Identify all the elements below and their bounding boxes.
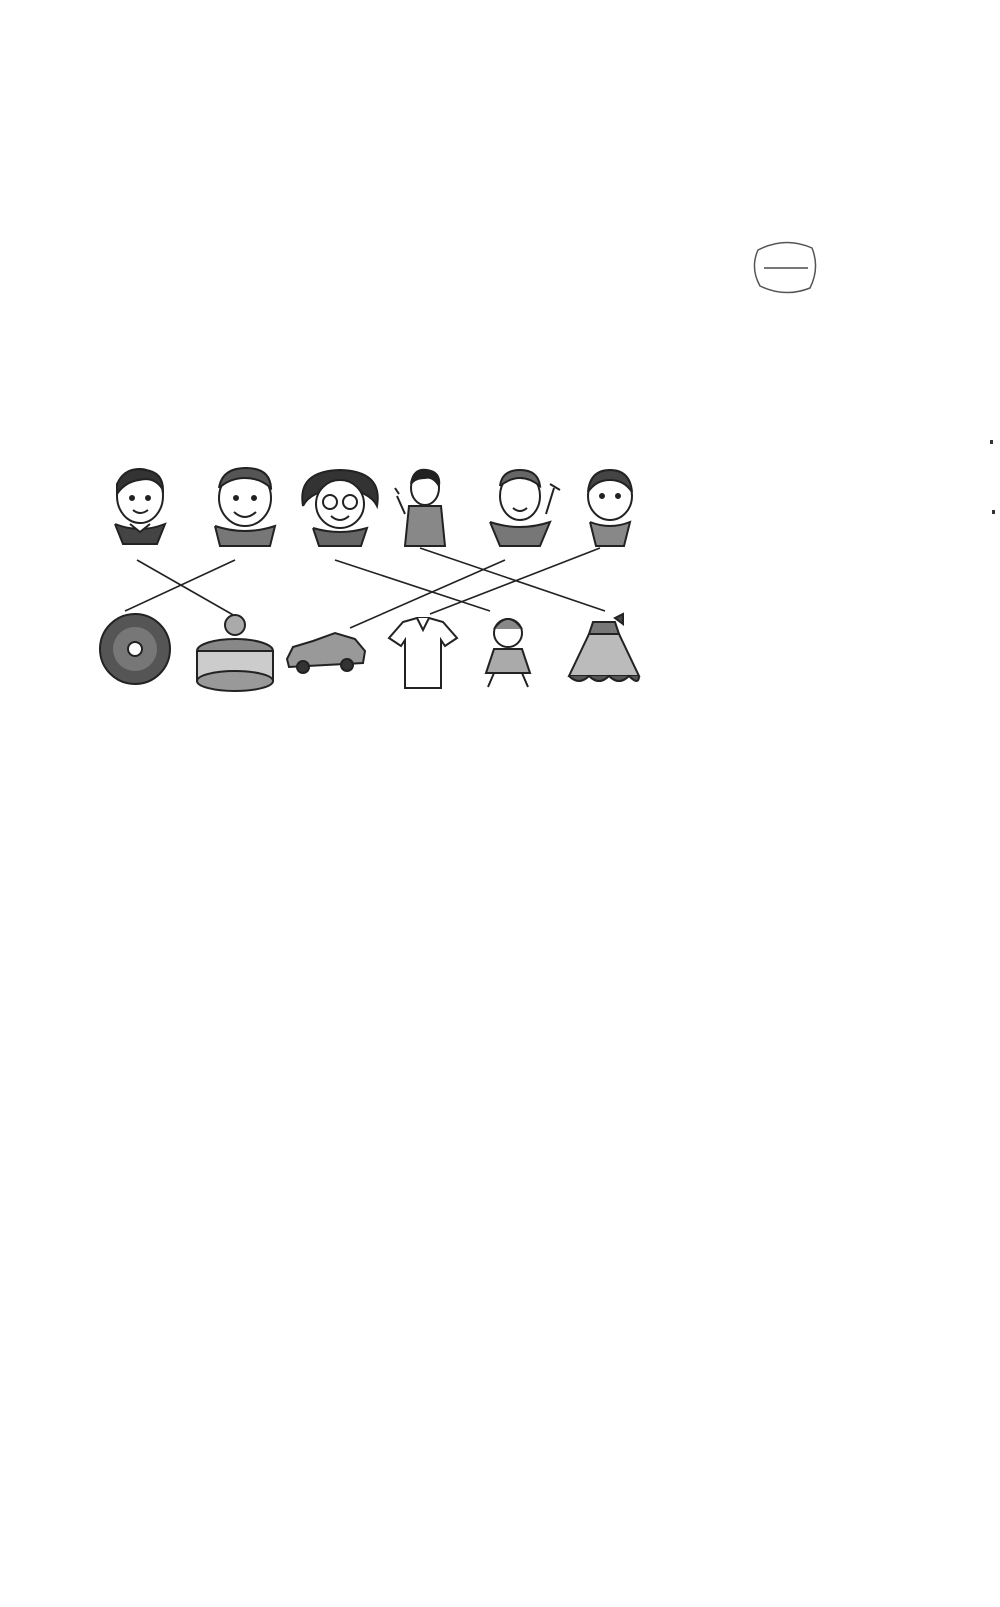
car-object bbox=[287, 633, 365, 673]
scan-speck bbox=[992, 510, 995, 514]
girl-eating-figure bbox=[588, 470, 632, 546]
stamp-logo bbox=[752, 238, 818, 296]
cd-object bbox=[100, 614, 170, 684]
man-figure bbox=[215, 468, 275, 546]
woman-glasses-figure bbox=[302, 470, 377, 546]
matching-lines bbox=[125, 548, 605, 628]
cake-object bbox=[197, 615, 273, 691]
scan-speck bbox=[990, 440, 993, 444]
girl-waving-figure bbox=[395, 470, 445, 546]
boy-figure bbox=[115, 469, 165, 544]
doll-object bbox=[486, 619, 530, 687]
father-waving-figure bbox=[490, 470, 560, 546]
skirt-object bbox=[569, 614, 639, 681]
matching-figure bbox=[95, 466, 665, 696]
tshirt-object bbox=[389, 618, 457, 688]
